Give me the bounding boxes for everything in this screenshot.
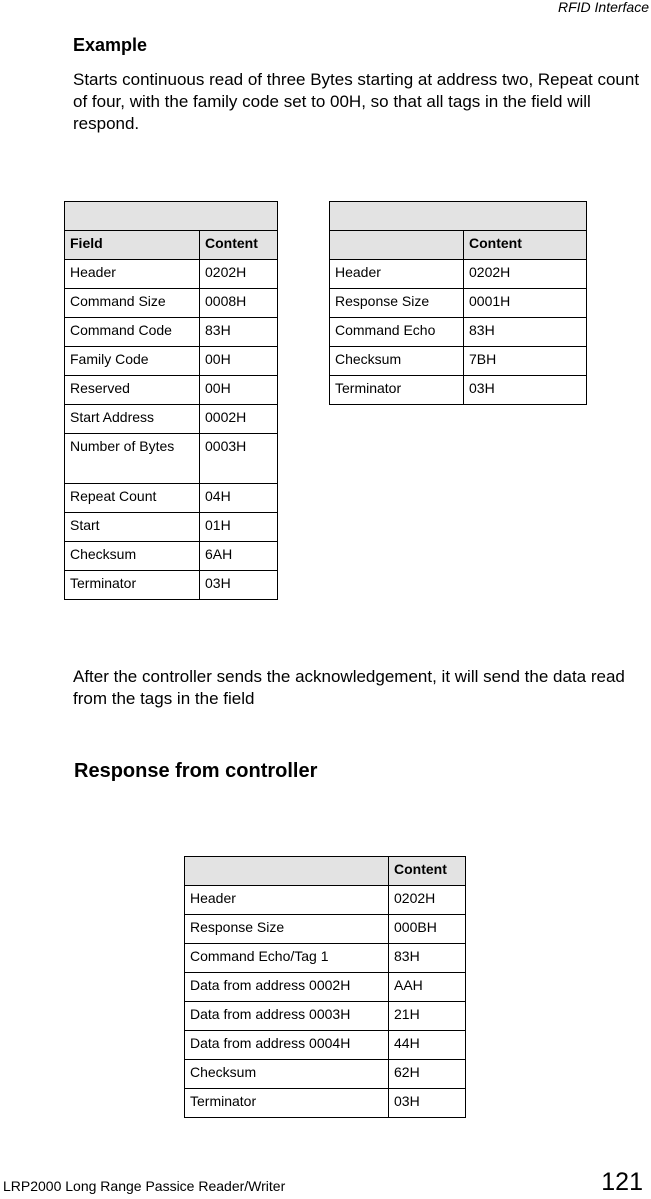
table-row	[185, 1002, 466, 1031]
content-cell: 44H	[389, 1031, 466, 1060]
table-row	[185, 1060, 466, 1089]
table-row	[185, 944, 466, 973]
field-cell: Family Code	[65, 347, 200, 376]
table-row	[65, 571, 278, 600]
table-row	[65, 260, 278, 289]
example-heading: Example	[73, 35, 148, 55]
ack-table-title	[330, 202, 587, 231]
table-row	[185, 1089, 466, 1118]
page-number: 121	[601, 1168, 643, 1196]
field-cell: Start Address	[65, 405, 200, 434]
table-row	[65, 347, 278, 376]
field-cell: Reserved	[65, 376, 200, 405]
field-cell: Repeat Count	[65, 484, 200, 513]
content-cell: 00H	[200, 376, 278, 405]
content-cell: 7BH	[464, 347, 587, 376]
field-cell: Checksum	[185, 1060, 389, 1089]
ack-table	[329, 201, 587, 405]
table-row	[330, 260, 587, 289]
command-col-content: Content	[200, 231, 278, 260]
content-cell: 04H	[200, 484, 278, 513]
command-table-title	[65, 202, 278, 231]
field-cell: Terminator	[65, 571, 200, 600]
field-cell: Header	[330, 260, 464, 289]
content-cell: 21H	[389, 1002, 466, 1031]
content-cell: 0002H	[200, 405, 278, 434]
content-cell: 62H	[389, 1060, 466, 1089]
command-col-field: Field	[65, 231, 200, 260]
field-cell: Command Code	[65, 318, 200, 347]
example-description: Starts continuous read of three Bytes starting at address two, Repeat count of four, with the family code set to 00H, so that all tags in the field will respond.	[73, 70, 640, 133]
table-row	[330, 376, 587, 405]
field-cell: Command Size	[65, 289, 200, 318]
field-cell: Data from address 0004H	[185, 1031, 389, 1060]
table-row	[65, 513, 278, 542]
after-ack-description: After the controller sends the acknowledgement, it will send the data read from the tags in the field	[73, 667, 625, 708]
table-row	[330, 289, 587, 318]
table-row	[65, 289, 278, 318]
content-cell: 00H	[200, 347, 278, 376]
table-row	[65, 542, 278, 571]
field-cell: Start	[65, 513, 200, 542]
content-cell: AAH	[389, 973, 466, 1002]
content-cell: 0001H	[464, 289, 587, 318]
content-cell: 03H	[464, 376, 587, 405]
field-cell: Terminator	[330, 376, 464, 405]
field-cell: Header	[65, 260, 200, 289]
content-cell: 0202H	[389, 886, 466, 915]
running-header: RFID Interface	[557, 0, 649, 15]
table-row	[65, 484, 278, 513]
field-cell: Terminator	[185, 1089, 389, 1118]
field-cell: Response Size	[330, 289, 464, 318]
table-row	[65, 405, 278, 434]
footer-title: LRP2000 Long Range Passice Reader/Writer	[3, 1178, 286, 1194]
field-cell: Number of Bytes	[65, 434, 200, 484]
field-cell: Checksum	[330, 347, 464, 376]
table-row	[65, 318, 278, 347]
table-row	[185, 1031, 466, 1060]
field-cell: Header	[185, 886, 389, 915]
content-cell: 6AH	[200, 542, 278, 571]
table-row	[330, 318, 587, 347]
content-cell: 83H	[464, 318, 587, 347]
content-cell: 0202H	[464, 260, 587, 289]
content-cell: 01H	[200, 513, 278, 542]
field-cell: Data from address 0002H	[185, 973, 389, 1002]
response-table	[184, 856, 466, 1118]
content-cell: 03H	[389, 1089, 466, 1118]
content-cell: 0202H	[200, 260, 278, 289]
response-heading: Response from controller	[74, 760, 318, 782]
command-table	[64, 201, 278, 600]
field-cell: Response Size	[185, 915, 389, 944]
content-cell: 000BH	[389, 915, 466, 944]
ack-col-field	[330, 231, 464, 260]
table-row	[185, 915, 466, 944]
response-col-content: Content	[389, 857, 466, 886]
table-row	[185, 886, 466, 915]
content-cell: 0003H	[200, 434, 278, 484]
field-cell: Checksum	[65, 542, 200, 571]
field-cell: Command Echo/Tag 1	[185, 944, 389, 973]
content-cell: 0008H	[200, 289, 278, 318]
table-row	[65, 434, 278, 484]
content-cell: 03H	[200, 571, 278, 600]
content-cell: 83H	[200, 318, 278, 347]
content-cell: 83H	[389, 944, 466, 973]
ack-col-content: Content	[464, 231, 587, 260]
response-col-field	[185, 857, 389, 886]
field-cell: Data from address 0003H	[185, 1002, 389, 1031]
table-row	[330, 347, 587, 376]
table-row	[65, 376, 278, 405]
field-cell: Command Echo	[330, 318, 464, 347]
table-row	[185, 973, 466, 1002]
